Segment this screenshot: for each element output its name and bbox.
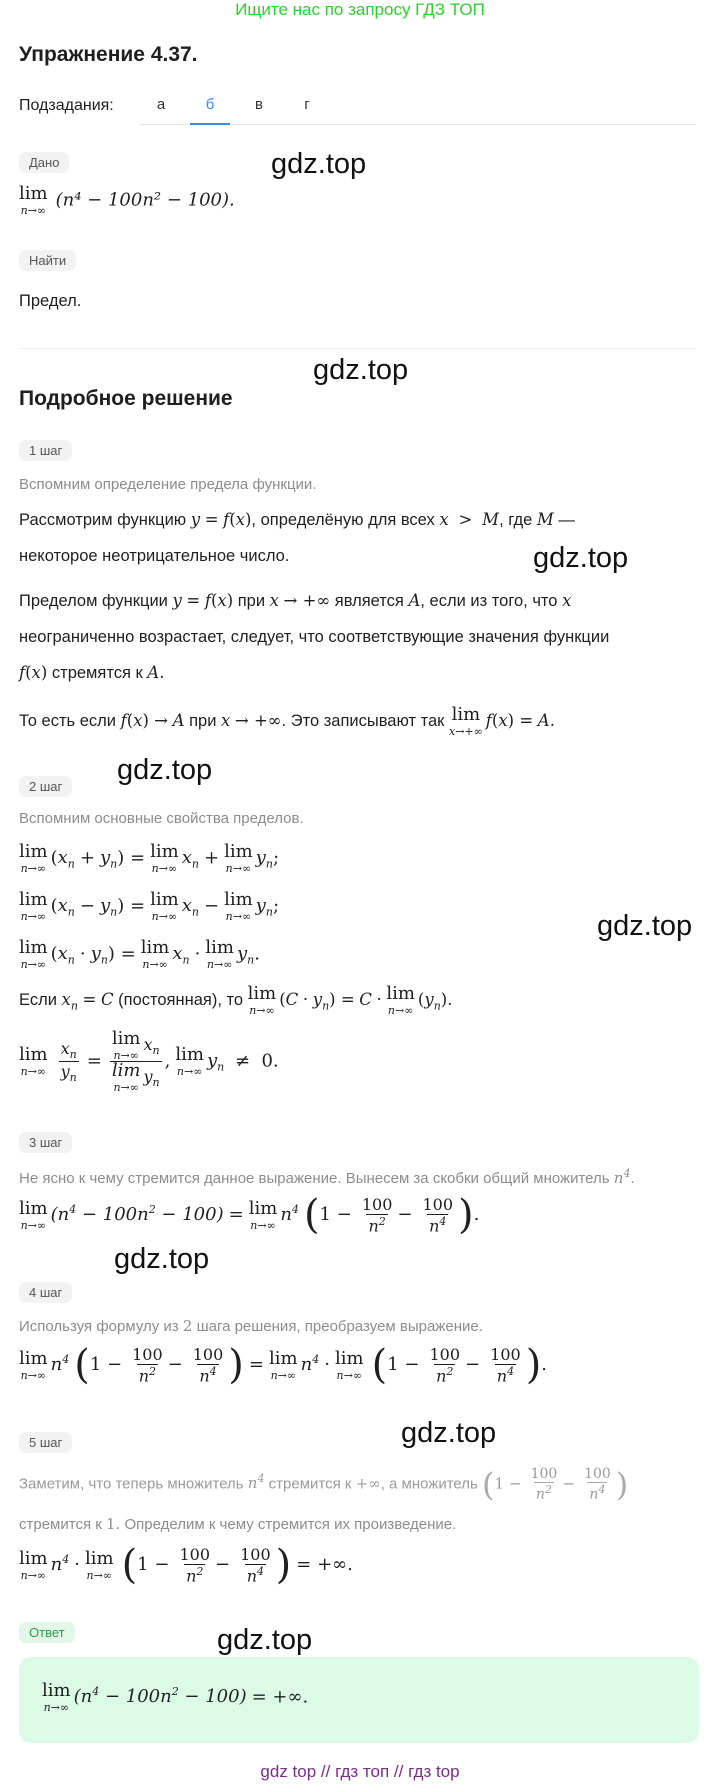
step-3-intro: Не ясно к чему стремится данное выражение. Вынесем за скобки общий множитель $n^4$. (19, 1167, 635, 1187)
watermark: gdz.top (271, 148, 367, 180)
step-5-line-2: стремится к 1. Определим к чему стремится их произведение. (19, 1515, 457, 1533)
step-1-line-3: Пределом функции y = f(x) при x → +∞ является A, если из того, что x (19, 591, 572, 610)
step-4-expression: lim n→∞ $n^4$ (1 − $\frac{100}{n^2}$ − $\frac{100}{n^4}$ ) = lim n→∞ $n^4$ · lim n→∞ (1 − $\frac{100}{n^2}$ − $\frac{100}{n^4}$ ). (19, 1342, 548, 1389)
step-5-line-1: Заметим, что теперь множитель $n^4$ стремится к +∞, а множитель (1 − $\frac{100}{n^2}$ − $\frac{100}{n^4}$ ) (19, 1465, 629, 1504)
step-1-intro: Вспомним определение предела функции. (19, 476, 317, 493)
given-badge: Дано (19, 152, 69, 173)
watermark: gdz.top (597, 910, 693, 942)
step-1-line-4: неограниченно возрастает, следует, что соответствующие значения функции (19, 628, 610, 646)
step-2-badge: 2 шаг (19, 776, 72, 797)
step-3-expression: lim n→∞ $(n^4 - 100n^2 - 100)$ = lim n→∞ $n^4$ (1 − $\frac{100}{n^2}$ − $\frac{100}{n^4}$ ). (19, 1192, 480, 1239)
property-constant: Если $x_n = C$ (постоянная), то lim n→∞ $(C \cdot y_n) = C$ · lim n→∞ $(y_n)$. (19, 983, 453, 1017)
step-2-intro: Вспомним основные свойства пределов. (19, 810, 304, 827)
step-5-expression: lim n→∞ $n^4$ · lim n→∞ (1 − $\frac{100}{n^2}$ − $\frac{100}{n^4}$ ) = +∞. (19, 1542, 353, 1589)
step-1-line-5: f(x) стремятся к A. (19, 663, 165, 682)
footer-links[interactable]: gdz top // гдз топ // гдз top (260, 1762, 460, 1781)
step-4-badge: 4 шаг (19, 1282, 72, 1303)
watermark: gdz.top (117, 754, 213, 786)
tab-a[interactable]: а (156, 96, 166, 113)
promo-banner[interactable]: Ищите нас по запросу ГДЗ ТОП (235, 0, 485, 19)
step-5-badge: 5 шаг (19, 1432, 72, 1453)
answer-badge: Ответ (19, 1622, 75, 1643)
step-4-intro: Используя формулу из 2 шага решения, преобразуем выражение. (19, 1317, 483, 1335)
step-3-badge: 3 шаг (19, 1132, 72, 1153)
step-1-badge: 1 шаг (19, 440, 72, 461)
find-text: Предел. (19, 292, 82, 310)
section-divider (19, 348, 696, 349)
given-expression: lim n→∞ (n⁴ − 100n² − 100). (19, 183, 235, 217)
watermark: gdz.top (114, 1243, 210, 1275)
watermark: gdz.top (217, 1624, 313, 1656)
watermark: gdz.top (401, 1417, 497, 1449)
property-sum: lim n→∞ $(x_n + y_n)$ = lim n→∞ $x_n$ + lim n→∞ $y_n$; (19, 841, 280, 875)
property-product: lim n→∞ $(x_n \cdot y_n)$ = lim n→∞ $x_n$ · lim n→∞ $y_n$. (19, 937, 260, 971)
tab-v[interactable]: в (255, 96, 263, 113)
watermark: gdz.top (313, 354, 409, 386)
solution-title: Подробное решение (19, 387, 233, 410)
subtasks-label: Подзадания: (19, 97, 114, 114)
find-badge: Найти (19, 250, 76, 271)
step-1-line-6: То есть если f(x) → A при x → +∞. Это записывают так lim x→+∞ f(x) = A. (19, 704, 555, 738)
step-1-line-1: Рассмотрим функцию y = f(x), определёную для всех x > M, где M — (19, 510, 575, 529)
active-tab-indicator (190, 123, 230, 125)
answer-expression: lim n→∞ $(n^4 - 100n^2 - 100)$ = +∞. (42, 1680, 309, 1714)
step-1-line-2: некоторое неотрицательное число. (19, 547, 290, 565)
tab-b[interactable]: б (205, 96, 215, 113)
watermark: gdz.top (533, 542, 629, 574)
property-quotient: lim n→∞ $\frac{x_n}{y_n}$ = lim n→∞ $x_n$ lim n→∞ $y_n$ , lim n→∞ $y_n \ne 0$. (19, 1028, 279, 1094)
tab-g[interactable]: г (304, 96, 310, 113)
property-difference: lim n→∞ $(x_n - y_n)$ = lim n→∞ $x_n$ − lim n→∞ $y_n$; (19, 889, 280, 923)
page-title: Упражнение 4.37. (19, 43, 198, 66)
